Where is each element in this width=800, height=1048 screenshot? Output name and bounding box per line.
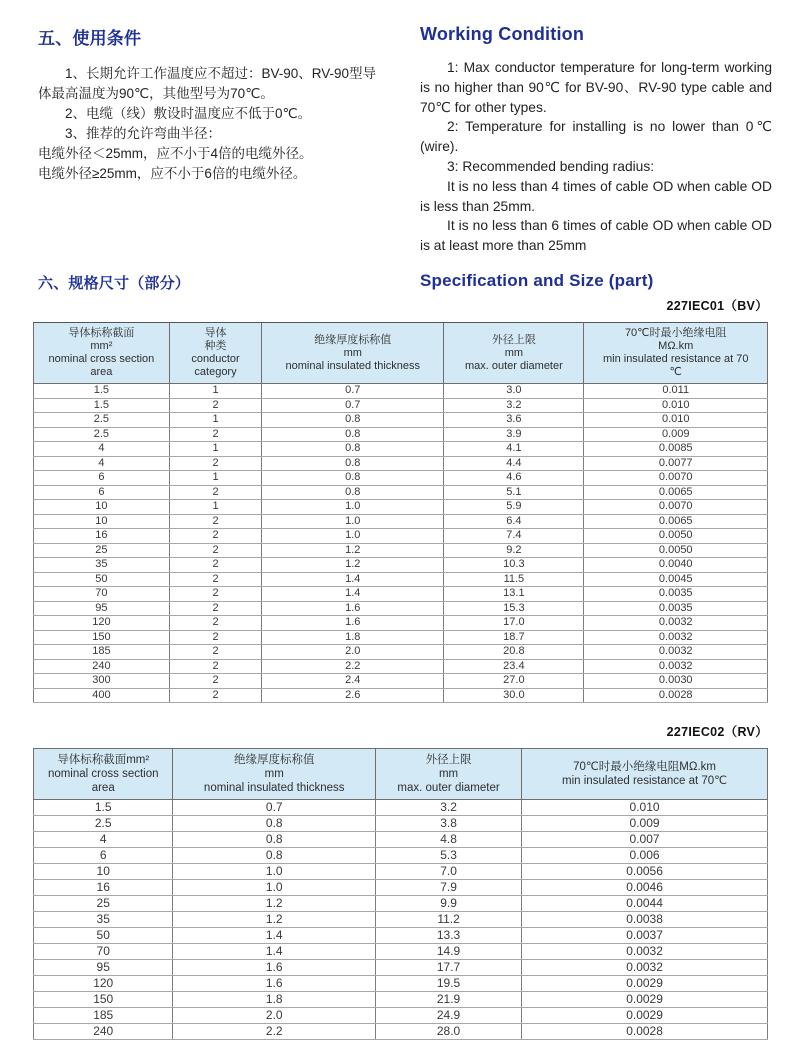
column-header-line: area — [90, 366, 113, 378]
cell: 17.0 — [444, 616, 584, 631]
cell: 20.8 — [444, 645, 584, 660]
spec-table-bv-head — [34, 323, 768, 384]
text-line: 3: Recommended bending radius: — [447, 158, 655, 174]
cell: 1.4 — [173, 944, 376, 960]
column-header-line: mm — [264, 768, 284, 780]
cell: 3.8 — [376, 816, 522, 832]
cell: 0.8 — [262, 456, 444, 471]
column-header-line: mm — [438, 768, 459, 780]
cell: 1.8 — [262, 630, 444, 645]
cell: 21.9 — [376, 992, 522, 1008]
table-row — [34, 543, 768, 558]
cell: 0.0035 — [584, 601, 768, 616]
cell: 13.3 — [376, 928, 522, 944]
text-line: 3、推荐的允许弯曲半径： — [65, 126, 222, 141]
cell: 0.006 — [522, 848, 768, 864]
cell: 400 — [34, 688, 170, 703]
cell: 1.0 — [262, 500, 444, 515]
cell: 1.4 — [262, 587, 444, 602]
table-row — [34, 485, 768, 500]
cell: 14.9 — [376, 944, 522, 960]
cell: 2.5 — [34, 816, 173, 832]
table-row — [34, 688, 768, 703]
cell: 27.0 — [444, 674, 584, 689]
cell: 50 — [34, 572, 170, 587]
cell: 1.8 — [173, 992, 376, 1008]
cell: 1 — [169, 500, 261, 515]
table1-label: 227IEC01（BV） — [666, 299, 768, 313]
cell: 1.2 — [262, 558, 444, 573]
cell: 15.3 — [444, 601, 584, 616]
table-row — [34, 848, 768, 864]
cell: 0.0056 — [522, 864, 768, 880]
cell: 2 — [169, 398, 261, 413]
cell: 0.0065 — [584, 485, 768, 500]
cell: 19.5 — [376, 976, 522, 992]
cell: 17.7 — [376, 960, 522, 976]
cell: 2.2 — [173, 1024, 376, 1040]
column-header-line: 导体标称截面 — [68, 327, 135, 339]
cell: 150 — [34, 992, 173, 1008]
cell: 6.4 — [444, 514, 584, 529]
column-header-line: 外径上限 — [425, 754, 472, 766]
table-row — [34, 912, 768, 928]
cell: 2 — [169, 572, 261, 587]
column-header — [522, 749, 768, 800]
cell: 35 — [34, 912, 173, 928]
cell: 10 — [34, 500, 170, 515]
cell: 2 — [169, 616, 261, 631]
cell: 3.2 — [444, 398, 584, 413]
cell: 3.0 — [444, 384, 584, 399]
cell: 95 — [34, 601, 170, 616]
column-header-line: area — [91, 782, 115, 794]
cell: 0.0032 — [522, 960, 768, 976]
cell: 4.4 — [444, 456, 584, 471]
cell: 1 — [169, 384, 261, 399]
cell: 2 — [169, 645, 261, 660]
table-row — [34, 976, 768, 992]
cell: 1.4 — [173, 928, 376, 944]
cell: 0.0050 — [584, 543, 768, 558]
cell: 0.009 — [522, 816, 768, 832]
cell: 0.0032 — [584, 659, 768, 674]
column-header — [169, 323, 261, 384]
cell: 0.0065 — [584, 514, 768, 529]
column-header-line: category — [194, 366, 237, 378]
cell: 2 — [169, 514, 261, 529]
table-row — [34, 413, 768, 428]
table-row — [34, 398, 768, 413]
cell: 4.8 — [376, 832, 522, 848]
table-row — [34, 500, 768, 515]
table-row — [34, 992, 768, 1008]
cell: 0.8 — [262, 485, 444, 500]
cell: 2 — [169, 456, 261, 471]
cell: 300 — [34, 674, 170, 689]
cell: 0.0085 — [584, 442, 768, 457]
usage-section-en — [420, 24, 772, 256]
cell: 2 — [169, 674, 261, 689]
header-row — [34, 749, 768, 800]
cell: 4 — [34, 832, 173, 848]
table-row — [34, 880, 768, 896]
column-header-line: nominal insulated thickness — [203, 782, 345, 794]
cell: 5.3 — [376, 848, 522, 864]
table-row — [34, 427, 768, 442]
table-row — [34, 960, 768, 976]
cell: 185 — [34, 1008, 173, 1024]
cell: 1.5 — [34, 800, 173, 816]
table2-label: 227IEC02（RV） — [666, 725, 768, 739]
cell: 0.0030 — [584, 674, 768, 689]
cell: 1.2 — [262, 543, 444, 558]
cell: 0.0032 — [522, 944, 768, 960]
cell: 2.2 — [262, 659, 444, 674]
cell: 0.7 — [173, 800, 376, 816]
cell: 0.0029 — [522, 1008, 768, 1024]
cell: 24.9 — [376, 1008, 522, 1024]
cell: 2.5 — [34, 427, 170, 442]
cell: 0.8 — [262, 471, 444, 486]
header-row — [34, 323, 768, 384]
table-row — [34, 630, 768, 645]
cell: 1.6 — [262, 616, 444, 631]
cell: 10 — [34, 864, 173, 880]
table-row — [34, 1008, 768, 1024]
cell: 11.5 — [444, 572, 584, 587]
cell: 0.0044 — [522, 896, 768, 912]
cell: 0.0028 — [584, 688, 768, 703]
cell: 95 — [34, 960, 173, 976]
cell: 4 — [34, 442, 170, 457]
table-row — [34, 816, 768, 832]
cell: 7.9 — [376, 880, 522, 896]
cell: 25 — [34, 543, 170, 558]
cell: 2 — [169, 558, 261, 573]
cell: 0.7 — [262, 384, 444, 399]
column-header — [34, 323, 170, 384]
text-line: It is no less than 6 times of cable OD when cable OD is at least more than 25mm — [420, 218, 772, 254]
cell: 185 — [34, 645, 170, 660]
cell: 0.010 — [584, 413, 768, 428]
cell: 120 — [34, 616, 170, 631]
cell: 0.0077 — [584, 456, 768, 471]
spec-table-bv — [33, 322, 768, 703]
table-row — [34, 832, 768, 848]
cell: 2 — [169, 630, 261, 645]
column-header-line: 外径上限 — [491, 333, 536, 346]
cell: 3.9 — [444, 427, 584, 442]
usage-title-en: Working Condition — [420, 24, 585, 44]
text-line: 电缆外径≥25mm，应不小于6倍的电缆外径。 — [38, 166, 307, 181]
text-line: 1: Max conductor temperature for long-term working is no higher than 90℃ for BV-90、RV-90 type cable and 70℃ for other types. — [420, 60, 772, 115]
cell: 6 — [34, 471, 170, 486]
column-header-line: 导体 — [204, 327, 227, 339]
column-header-line: 绝缘厚度标称值 — [314, 333, 392, 346]
column-header-line: 70℃时最小绝缘电阻MΩ.km — [573, 761, 716, 773]
cell: 0.0028 — [522, 1024, 768, 1040]
cell: 2 — [169, 659, 261, 674]
spec-table-rv — [33, 748, 768, 1040]
cell: 150 — [34, 630, 170, 645]
cell: 0.0035 — [584, 587, 768, 602]
cell: 0.8 — [262, 427, 444, 442]
usage-title-cn: 五、使用条件 — [38, 29, 142, 48]
column-header-line: 种类 — [204, 340, 227, 352]
cell: 0.8 — [262, 413, 444, 428]
cell: 0.007 — [522, 832, 768, 848]
usage-text-en — [420, 58, 772, 256]
column-header-line: mm² — [90, 340, 113, 352]
column-header-line: nominal cross section — [47, 768, 159, 780]
spec-table-rv-head — [34, 749, 768, 800]
text-line: It is no less than 4 times of cable OD when cable OD is less than 25mm. — [420, 178, 772, 214]
column-header-line: 绝缘厚度标称值 — [233, 754, 315, 766]
spec-table-bv-body — [34, 384, 768, 703]
cell: 25 — [34, 896, 173, 912]
cell: 4.1 — [444, 442, 584, 457]
text-line: 2: Temperature for installing is no lower than 0℃ (wire). — [420, 119, 772, 155]
table-row — [34, 456, 768, 471]
cell: 5.9 — [444, 500, 584, 515]
table-row — [34, 529, 768, 544]
table-row — [34, 442, 768, 457]
table-row — [34, 800, 768, 816]
cell: 9.9 — [376, 896, 522, 912]
cell: 0.0045 — [584, 572, 768, 587]
spec-title-cn: 六、规格尺寸（部分） — [38, 275, 191, 292]
cell: 2.0 — [173, 1008, 376, 1024]
cell: 2 — [169, 485, 261, 500]
cell: 16 — [34, 880, 173, 896]
cell: 10.3 — [444, 558, 584, 573]
table-row — [34, 944, 768, 960]
cell: 240 — [34, 659, 170, 674]
cell: 2.4 — [262, 674, 444, 689]
cell: 120 — [34, 976, 173, 992]
column-header-line: 70℃时最小绝缘电阻 — [624, 327, 727, 339]
cell: 13.1 — [444, 587, 584, 602]
cell: 1.0 — [262, 514, 444, 529]
table-row — [34, 896, 768, 912]
cell: 2.6 — [262, 688, 444, 703]
column-header-line: mm — [343, 346, 362, 359]
cell: 1.5 — [34, 384, 170, 399]
column-header-line: MΩ.km — [658, 340, 694, 352]
cell: 70 — [34, 587, 170, 602]
cell: 1 — [169, 471, 261, 486]
cell: 0.0046 — [522, 880, 768, 896]
cell: 1.5 — [34, 398, 170, 413]
cell: 0.0040 — [584, 558, 768, 573]
cell: 6 — [34, 848, 173, 864]
table-row — [34, 645, 768, 660]
cell: 2.5 — [34, 413, 170, 428]
cell: 10 — [34, 514, 170, 529]
cell: 2 — [169, 587, 261, 602]
cell: 2 — [169, 688, 261, 703]
cell: 0.0070 — [584, 471, 768, 486]
cell: 1 — [169, 442, 261, 457]
cell: 1.0 — [262, 529, 444, 544]
cell: 50 — [34, 928, 173, 944]
cell: 28.0 — [376, 1024, 522, 1040]
table-row — [34, 674, 768, 689]
table-row — [34, 928, 768, 944]
cell: 2 — [169, 543, 261, 558]
cell: 0.0038 — [522, 912, 768, 928]
cell: 4.6 — [444, 471, 584, 486]
cell: 0.7 — [262, 398, 444, 413]
table-row — [34, 572, 768, 587]
cell: 0.0029 — [522, 992, 768, 1008]
cell: 0.0037 — [522, 928, 768, 944]
cell: 7.4 — [444, 529, 584, 544]
column-header — [376, 749, 522, 800]
cell: 0.8 — [173, 832, 376, 848]
table-row — [34, 384, 768, 399]
usage-text-cn — [38, 64, 380, 184]
text-line: 电缆外径＜25mm，应不小于4倍的电缆外径。 — [38, 146, 313, 161]
table-row — [34, 514, 768, 529]
text-line: 1、长期允许工作温度应不超过：BV-90、RV-90型导体最高温度为90℃，其他型号为70℃。 — [38, 66, 377, 101]
cell: 3.2 — [376, 800, 522, 816]
cell: 23.4 — [444, 659, 584, 674]
cell: 0.0032 — [584, 645, 768, 660]
cell: 4 — [34, 456, 170, 471]
cell: 5.1 — [444, 485, 584, 500]
cell: 0.010 — [584, 398, 768, 413]
cell: 1.6 — [173, 960, 376, 976]
table-row — [34, 659, 768, 674]
cell: 2 — [169, 427, 261, 442]
cell: 0.8 — [173, 816, 376, 832]
cell: 0.010 — [522, 800, 768, 816]
cell: 35 — [34, 558, 170, 573]
column-header-line: conductor — [191, 353, 240, 365]
table-row — [34, 587, 768, 602]
cell: 0.0032 — [584, 616, 768, 631]
cell: 3.6 — [444, 413, 584, 428]
cell: 2 — [169, 529, 261, 544]
cell: 2.0 — [262, 645, 444, 660]
cell: 1.4 — [262, 572, 444, 587]
cell: 11.2 — [376, 912, 522, 928]
column-header-line: min insulated resistance at 70℃ — [562, 775, 728, 787]
column-header-line: nominal cross section — [48, 353, 155, 365]
table-row — [34, 864, 768, 880]
column-header — [584, 323, 768, 384]
cell: 30.0 — [444, 688, 584, 703]
column-header — [173, 749, 376, 800]
cell: 9.2 — [444, 543, 584, 558]
text-line: 2、电缆（线）敷设时温度应不低于0℃。 — [65, 106, 312, 121]
cell: 0.009 — [584, 427, 768, 442]
cell: 0.011 — [584, 384, 768, 399]
cell: 16 — [34, 529, 170, 544]
cell: 1 — [169, 413, 261, 428]
table-row — [34, 558, 768, 573]
cell: 1.6 — [173, 976, 376, 992]
cell: 6 — [34, 485, 170, 500]
column-header-line: mm — [504, 346, 524, 359]
cell: 240 — [34, 1024, 173, 1040]
column-header-line: min insulated resistance at 70 — [602, 353, 749, 365]
cell: 0.8 — [173, 848, 376, 864]
column-header-line: ℃ — [669, 366, 682, 378]
cell: 7.0 — [376, 864, 522, 880]
cell: 70 — [34, 944, 173, 960]
cell: 2 — [169, 601, 261, 616]
spec-table-rv-body — [34, 800, 768, 1040]
cell: 1.0 — [173, 864, 376, 880]
table-row — [34, 1024, 768, 1040]
column-header — [444, 323, 584, 384]
spec-title-en: Specification and Size (part) — [420, 271, 654, 290]
column-header-line: 导体标称截面mm² — [57, 754, 150, 766]
cell: 18.7 — [444, 630, 584, 645]
cell: 0.0029 — [522, 976, 768, 992]
column-header-line: max. outer diameter — [397, 782, 500, 794]
usage-section-cn — [38, 24, 380, 184]
cell: 0.8 — [262, 442, 444, 457]
cell: 1.6 — [262, 601, 444, 616]
table-row — [34, 471, 768, 486]
cell: 0.0070 — [584, 500, 768, 515]
cell: 1.2 — [173, 912, 376, 928]
table-row — [34, 616, 768, 631]
cell: 1.2 — [173, 896, 376, 912]
table-row — [34, 601, 768, 616]
column-header — [262, 323, 444, 384]
column-header-line: max. outer diameter — [464, 359, 563, 372]
column-header-line: nominal insulated thickness — [285, 359, 421, 372]
cell: 0.0032 — [584, 630, 768, 645]
cell: 0.0050 — [584, 529, 768, 544]
column-header — [34, 749, 173, 800]
cell: 1.0 — [173, 880, 376, 896]
